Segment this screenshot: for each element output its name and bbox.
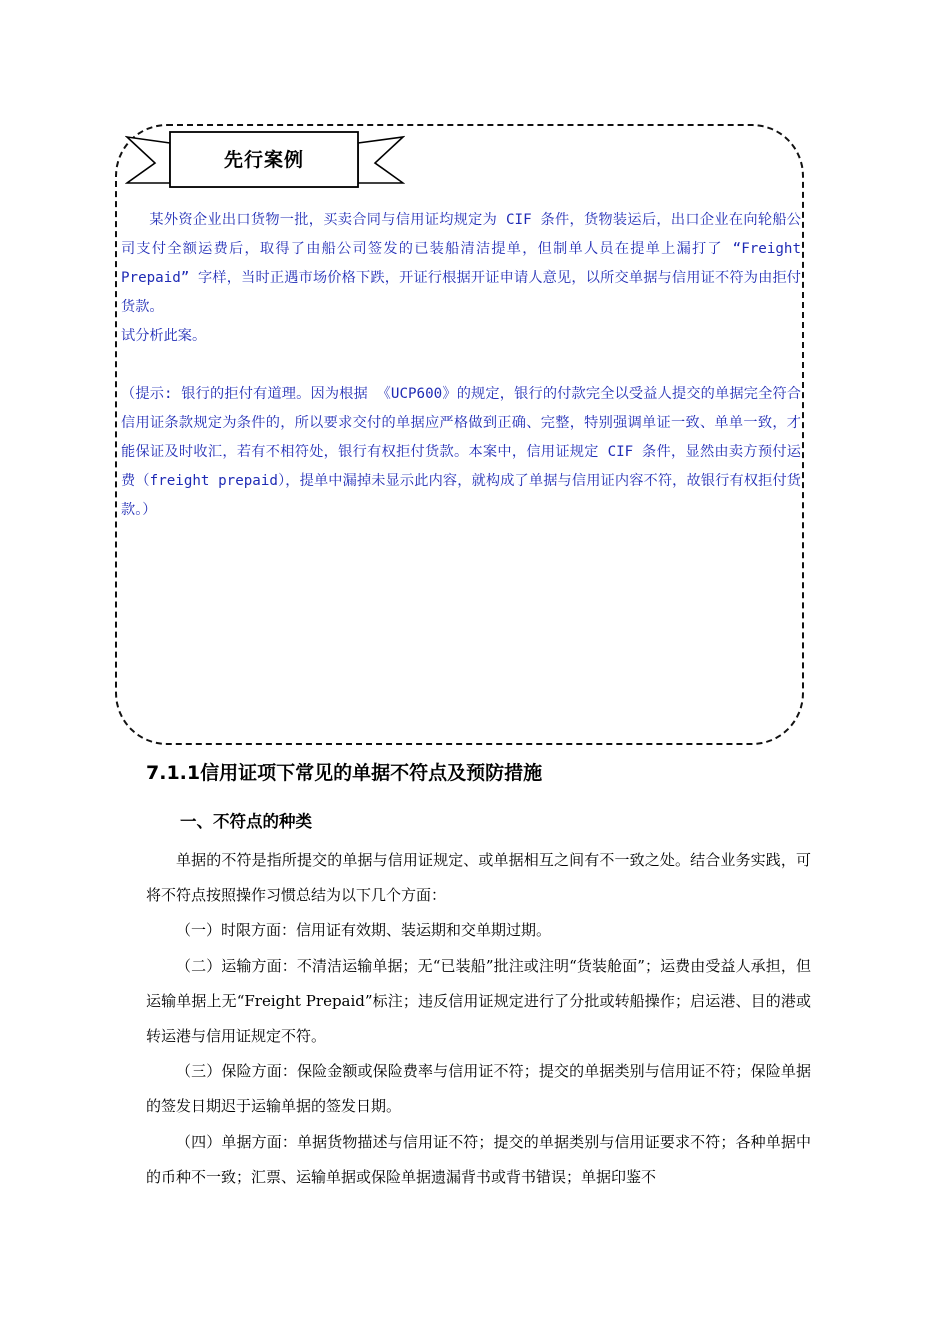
case-hint: （提示: 银行的拒付有道理。因为根据 《UCP600》的规定，银行的付款完全以受益人提交的单据完全符合信用证条款规定为条件的，所以要求交付的单据应严格做到正确、完整，特别强调单证一致、单单一致，才能保证及时收汇，若有不相符处，银行有权拒付货款。本案中，信用证规定 CIF 条件，显然由卖方预付运费（freight prepaid），提单中漏掉未显示此内容，就构成了单据与信用证内容不符，故银行有权拒付货款。） (121, 386, 801, 518)
body-text (146, 843, 811, 1195)
section-heading: 7.1.1信用证项下常见的单据不符点及预防措施 (146, 762, 543, 784)
body-paragraph: （四）单据方面：单据货物描述与信用证不符；提交的单据类别与信用证要求不符；各种单据中的币种不一致；汇票、运输单据或保险单据遗漏背书或背书错误；单据印鉴不 (146, 1132, 811, 1186)
subsection-heading: 一、不符点的种类 (180, 812, 312, 831)
body-paragraph: （三）保险方面：保险金额或保险费率与信用证不符；提交的单据类别与信用证不符；保险单据的签发日期迟于运输单据的签发日期。 (146, 1062, 811, 1116)
body-paragraph: 单据的不符是指所提交的单据与信用证规定、或单据相互之间有不一致之处。结合业务实践，可将不符点按照操作习惯总结为以下几个方面： (146, 851, 811, 905)
case-paragraph: 某外资企业出口货物一批，买卖合同与信用证均规定为 CIF 条件，货物装运后，出口企业在向轮船公司支付全额运费后，取得了由船公司签发的已装船清洁提单，但制单人员在提单上漏打了 “Freight Prepaid” 字样，当时正遇市场价格下跌，开证行根据开证申请人意见，以所交单据与信用证不符为由拒付货款。 (121, 212, 801, 315)
body-paragraph: （二）运输方面：不清洁运输单据；无“已装船”批注或注明“货装舱面”；运费由受益人承担，但运输单据上无“Freight Prepaid”标注；违反信用证规定进行了分批或转船操作；启运港、目的港或转运港与信用证规定不符。 (146, 956, 811, 1046)
case-question: 试分析此案。 (121, 328, 207, 344)
body-paragraph: （一）时限方面：信用证有效期、装运期和交单期过期。 (176, 921, 552, 940)
case-content (121, 206, 801, 525)
case-title: 先行案例 (223, 148, 304, 171)
